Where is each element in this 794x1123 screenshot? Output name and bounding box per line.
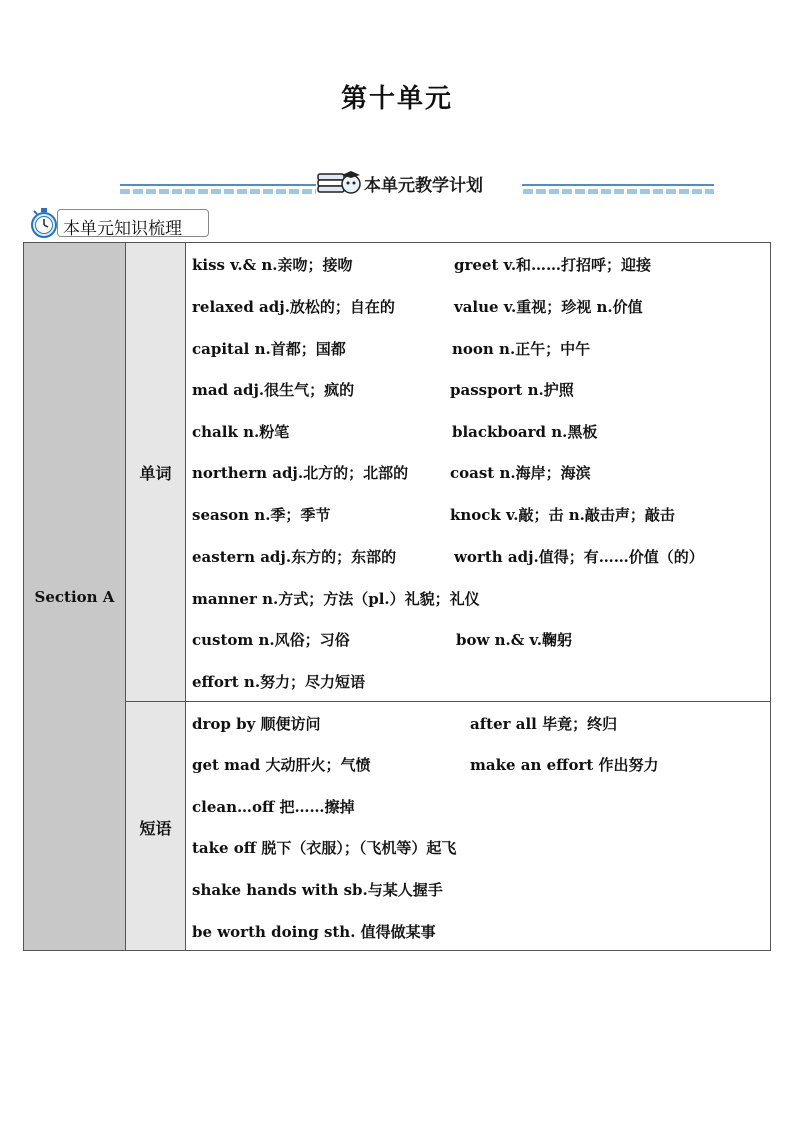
category-phrases-cell bbox=[126, 702, 186, 950]
phrase-entry: after all 毕竟；终归 bbox=[470, 715, 618, 733]
banner-badge bbox=[316, 166, 522, 196]
knowledge-section-header bbox=[27, 205, 217, 239]
word-entry: bow n.& v.鞠躬 bbox=[456, 631, 572, 649]
word-entry: passport n.护照 bbox=[450, 381, 574, 399]
word-entry: effort n.努力；尽力短语 bbox=[192, 673, 366, 691]
page-title: 第十单元 bbox=[340, 84, 453, 114]
word-entry: northern adj.北方的；北部的 bbox=[192, 464, 409, 482]
section-column bbox=[24, 243, 126, 950]
banner-title: 本单元教学计划 bbox=[364, 176, 483, 196]
teaching-plan-banner bbox=[120, 164, 714, 198]
word-entry: season n.季；季节 bbox=[192, 506, 331, 524]
word-entry: capital n.首都；国都 bbox=[192, 340, 346, 358]
clock-icon bbox=[27, 205, 65, 239]
phrase-entry: make an effort 作出努力 bbox=[470, 756, 659, 774]
knowledge-table bbox=[23, 242, 771, 951]
word-entry: mad adj.很生气；疯的 bbox=[192, 381, 355, 399]
word-entry: greet v.和……打招呼；迎接 bbox=[454, 256, 652, 274]
category-words-label: 单词 bbox=[139, 464, 172, 483]
row-divider bbox=[185, 701, 770, 702]
word-entry: custom n.风俗；习俗 bbox=[192, 631, 350, 649]
phrase-entry: get mad 大动肝火；气愤 bbox=[192, 756, 371, 774]
word-entry: kiss v.& n.亲吻；接吻 bbox=[192, 256, 353, 274]
word-entry: value v.重视；珍视 n.价值 bbox=[454, 298, 643, 316]
word-entry: worth adj.值得；有……价值（的） bbox=[454, 548, 704, 566]
word-entry: eastern adj.东方的；东部的 bbox=[192, 548, 397, 566]
word-entry: blackboard n.黑板 bbox=[452, 423, 598, 441]
section-label: Section A bbox=[34, 588, 115, 606]
section-heading: 本单元知识梳理 bbox=[63, 219, 182, 239]
word-entry: manner n.方式；方法（pl.）礼貌；礼仪 bbox=[192, 590, 480, 608]
phrase-entry: be worth doing sth. 值得做某事 bbox=[192, 923, 436, 941]
books-graduate-icon bbox=[316, 168, 362, 196]
word-entry: chalk n.粉笔 bbox=[192, 423, 290, 441]
word-entry: noon n.正午；中午 bbox=[452, 340, 591, 358]
phrase-entry: drop by 顺便访问 bbox=[192, 715, 321, 733]
word-entry: coast n.海岸；海滨 bbox=[450, 464, 591, 482]
phrase-entry: clean…off 把……擦掉 bbox=[192, 798, 355, 816]
phrase-entry: take off 脱下（衣服）；（飞机等）起飞 bbox=[192, 839, 457, 857]
category-words-cell bbox=[126, 243, 186, 702]
phrase-entry: shake hands with sb.与某人握手 bbox=[192, 881, 443, 899]
category-phrases-label: 短语 bbox=[139, 819, 172, 838]
word-entry: relaxed adj.放松的；自在的 bbox=[192, 298, 395, 316]
word-entry: knock v.敲；击 n.敲击声；敲击 bbox=[450, 506, 675, 524]
